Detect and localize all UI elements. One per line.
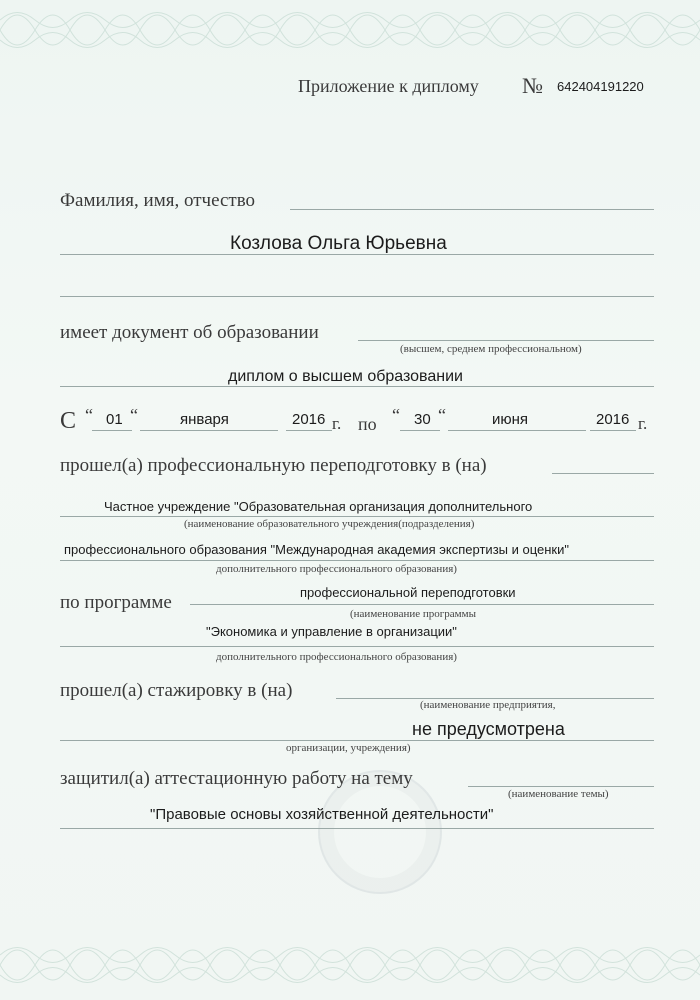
fio-value-line [60,254,654,255]
program-value2-line [60,646,654,647]
retraining-hint1: (наименование образовательного учреждения(подразделения) [184,518,475,530]
diploma-number: 642404191220 [557,79,644,94]
guilloche-border-top [0,0,700,60]
thesis-hint: (наименование темы) [508,788,609,800]
period-from-month: января [180,411,229,428]
period-from-day: 01 [106,411,123,428]
internship-hint2: организации, учреждения) [286,742,411,754]
retraining-line2: профессионального образования "Международная академия экспертизы и оценки" [64,542,569,557]
education-line [358,340,654,341]
period-quote-close-1: “ [130,405,138,425]
period-to-month: июня [492,411,529,428]
retraining-label-line [552,473,654,474]
period-to-year: 2016 [596,411,630,428]
period-to-day-line [400,430,440,431]
program-label: по программе [60,592,172,613]
period-quote-open-2: “ [392,405,400,425]
education-label: имеет документ об образовании [60,322,319,343]
thesis-label: защитил(а) аттестационную работу на тему [60,768,413,789]
period-quote-open-1: “ [85,405,93,425]
program-value2: "Экономика и управление в организации" [206,624,457,639]
period-g-2: г. [638,414,648,433]
guilloche-border-bottom [0,930,700,1000]
education-hint: (высшем, среднем профессиональном) [400,343,582,355]
education-value-line [60,386,654,387]
fio-line [290,209,654,210]
fio-value: Козлова Ольга Юрьевна [230,233,447,254]
period-quote-close-2: “ [438,405,446,425]
internship-hint1: (наименование предприятия, [420,699,556,711]
period-to-year-line [590,430,636,431]
retraining-line2-line [60,560,654,561]
thesis-label-line [468,786,654,787]
internship-value-line [60,740,654,741]
program-value1: профессиональной переподготовки [300,585,516,600]
number-sign: № [522,73,543,98]
fio-extra-line [60,296,654,297]
retraining-line1: Частное учреждение "Образовательная организация дополнительного [104,499,533,514]
internship-label: прошел(а) стажировку в (на) [60,680,293,701]
retraining-hint2: дополнительного профессионального образования) [216,563,457,575]
period-from-year-line [286,430,332,431]
internship-value: не предусмотрена [412,719,565,739]
thesis-value-line [60,828,654,829]
period-to-month-line [448,430,586,431]
period-from-month-line [140,430,278,431]
retraining-line1-line [60,516,654,517]
period-from-day-line [92,430,132,431]
retraining-label: прошел(а) профессиональную переподготовку в (на) [60,455,487,476]
thesis-value: "Правовые основы хозяйственной деятельности" [150,806,494,823]
period-from-year: 2016 [292,411,326,428]
fio-label: Фамилия, имя, отчество [60,190,256,211]
period-to-label: по [358,414,377,434]
period-g-1: г. [332,414,342,433]
education-value: диплом о высшем образовании [228,368,463,385]
program-hint2: дополнительного профессионального образования) [216,651,457,663]
header-title: Приложение к диплому [298,76,479,96]
program-hint1: (наименование программы [350,608,476,620]
program-value1-line [190,604,654,605]
period-from-label: С [60,408,77,434]
period-to-day: 30 [414,411,431,428]
